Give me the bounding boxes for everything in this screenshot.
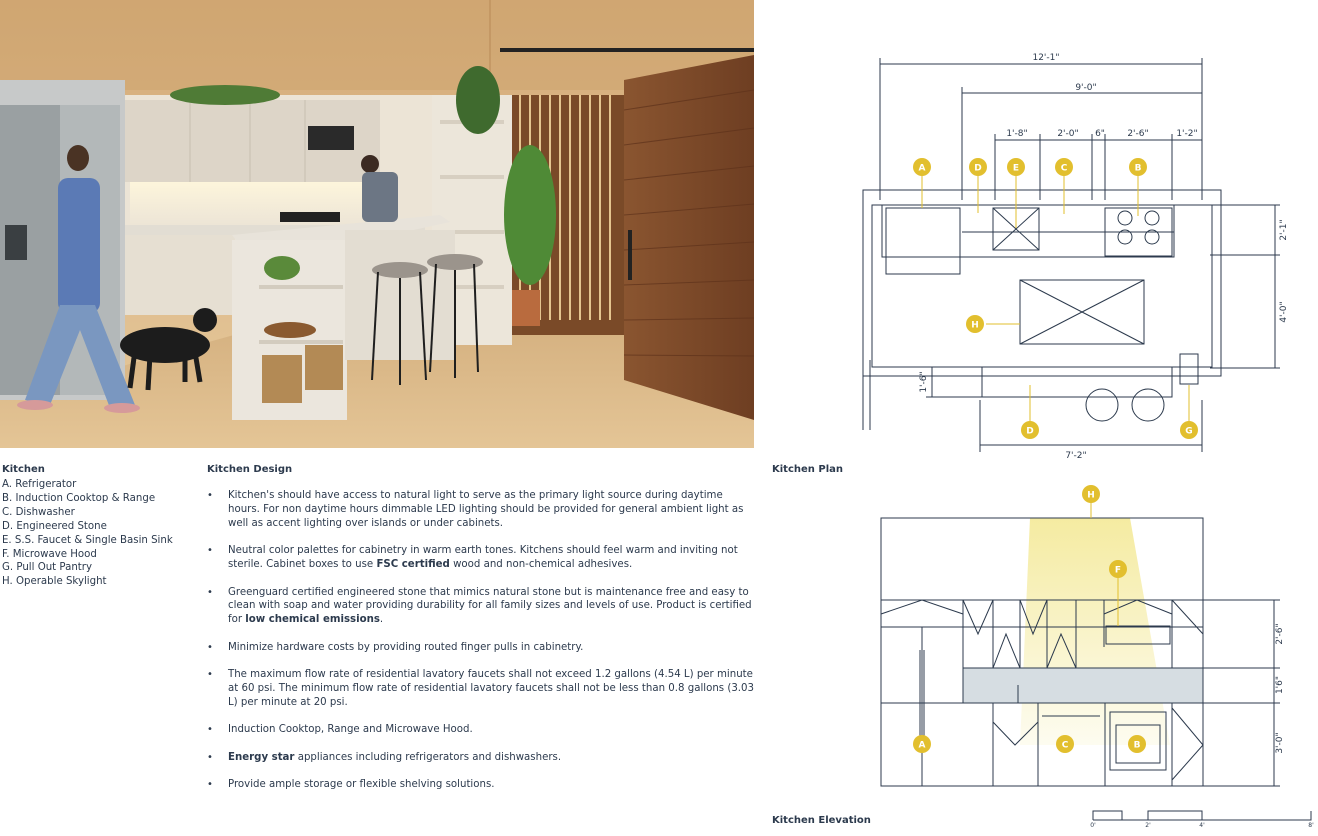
design-title: Kitchen Design <box>207 464 293 475</box>
bullet-text: Kitchen's should have access to natural light to serve as the primary light source during daytime hours. For non daytime hours dimmable LED lighting should be provided for general ambient light as well as accent lighting over islands or under cabinets. <box>228 490 744 529</box>
plan-dim-d1: 1'-8" <box>1006 129 1028 139</box>
elevation-marker-b: B <box>1133 740 1141 751</box>
legend-item: F. Microwave Hood <box>2 548 97 560</box>
kitchen-rendering-illustration <box>0 0 754 448</box>
elevation-marker-h: H <box>1087 490 1095 501</box>
bullet-text-after: appliances including refrigerators and dishwashers. <box>294 751 562 763</box>
plan-dim-d5: 1'-2" <box>1176 129 1198 139</box>
kitchen-rendering <box>0 0 754 448</box>
plan-dim-left: 1'-6" <box>919 371 929 393</box>
legend-item: D. Engineered Stone <box>2 520 107 532</box>
scale-label: 2' <box>1145 822 1151 829</box>
plan-dim-d4: 2'-6" <box>1127 129 1149 139</box>
legend-item: G. Pull Out Pantry <box>2 562 92 574</box>
elevation-marker-c: C <box>1061 740 1069 751</box>
bullet-text: Induction Cooktop, Range and Microwave Hood. <box>228 724 473 736</box>
plan-marker-a: A <box>918 163 926 174</box>
scale-bar <box>1093 811 1311 820</box>
design-bullet <box>207 489 757 531</box>
plan-marker-d: D <box>974 163 982 174</box>
design-bullet <box>207 641 757 655</box>
design-bullet <box>207 586 757 628</box>
plan-marker-d2: D <box>1026 426 1034 437</box>
legend-item: E. S.S. Faucet & Single Basin Sink <box>2 534 173 546</box>
plan-dim-upper: 9'-0" <box>1075 83 1097 93</box>
bullet-text: Greenguard certified engineered stone that mimics natural stone but is maintenance free and easy to clean with soap and water providing durability for all family sizes and levels of use. Product is certified for <box>228 586 752 626</box>
design-bullet <box>207 668 757 710</box>
kitchen-plan-drawing <box>850 40 1318 460</box>
scale-label: 4' <box>1199 822 1205 829</box>
plan-marker-g: G <box>1185 426 1193 437</box>
plan-dim-bottom: 7'-2" <box>1065 451 1087 460</box>
elevation-caption: Kitchen Elevation <box>772 815 871 826</box>
bullet-text: The maximum flow rate of residential lavatory faucets shall not exceed 1.2 gallons (4.54 L) per minute at 60 psi. The minimum flow rate of residential lavatory faucets shall not be less than 0.8 gallons (3.03 L) per minute at 20 psi. <box>228 669 755 708</box>
plan-marker-e: E <box>1012 163 1020 174</box>
bullet-bold: low chemical emissions <box>245 614 380 626</box>
design-bullet <box>207 723 757 737</box>
design-bullet <box>207 544 757 572</box>
bullet-text-after: . <box>379 614 384 626</box>
elevation-dim-lower: 3'-0" <box>1275 732 1285 754</box>
elevation-dim-upper: 2'-6" <box>1275 623 1285 645</box>
legend-item: C. Dishwasher <box>2 506 75 518</box>
legend-list <box>2 478 197 589</box>
bullet-text-after: wood and non-chemical adhesives. <box>449 559 633 571</box>
plan-dim-right2: 4'-0" <box>1279 301 1289 323</box>
plan-dim-overall: 12'-1" <box>1032 53 1060 63</box>
plan-dim-d2: 2'-0" <box>1057 129 1079 139</box>
scale-label: 8' <box>1308 822 1314 829</box>
legend-item: B. Induction Cooktop & Range <box>2 492 156 504</box>
legend-title: Kitchen <box>2 464 45 475</box>
scale-label: 0' <box>1090 822 1096 829</box>
bullet-text: Neutral color palettes for cabinetry in warm earth tones. Kitchens should feel warm and inviting not sterile. Cabinet boxes to use <box>228 545 738 571</box>
plan-dim-d3: 6" <box>1095 129 1105 139</box>
plan-marker-b: B <box>1134 163 1142 174</box>
kitchen-design-section <box>207 464 757 806</box>
bullet-text: Minimize hardware costs by providing routed finger pulls in cabinetry. <box>228 641 584 653</box>
design-bullet <box>207 778 757 792</box>
design-bullets <box>207 489 757 792</box>
kitchen-elevation-drawing <box>860 480 1318 832</box>
bullet-bold: Energy star <box>228 751 295 763</box>
design-bullet <box>207 751 757 765</box>
bullet-text: Provide ample storage or flexible shelving solutions. <box>228 779 495 791</box>
kitchen-legend <box>2 464 197 589</box>
elevation-dim-mid: 1'6" <box>1275 675 1285 695</box>
plan-marker-h: H <box>971 320 979 331</box>
elevation-marker-f: F <box>1114 565 1122 576</box>
plan-marker-c: C <box>1060 163 1068 174</box>
legend-item: A. Refrigerator <box>2 479 77 490</box>
elevation-marker-a: A <box>918 740 926 751</box>
plan-caption: Kitchen Plan <box>772 464 844 475</box>
bullet-bold: FSC certified <box>376 559 450 571</box>
legend-item: H. Operable Skylight <box>2 576 107 588</box>
plan-dim-right1: 2'-1" <box>1279 219 1289 241</box>
